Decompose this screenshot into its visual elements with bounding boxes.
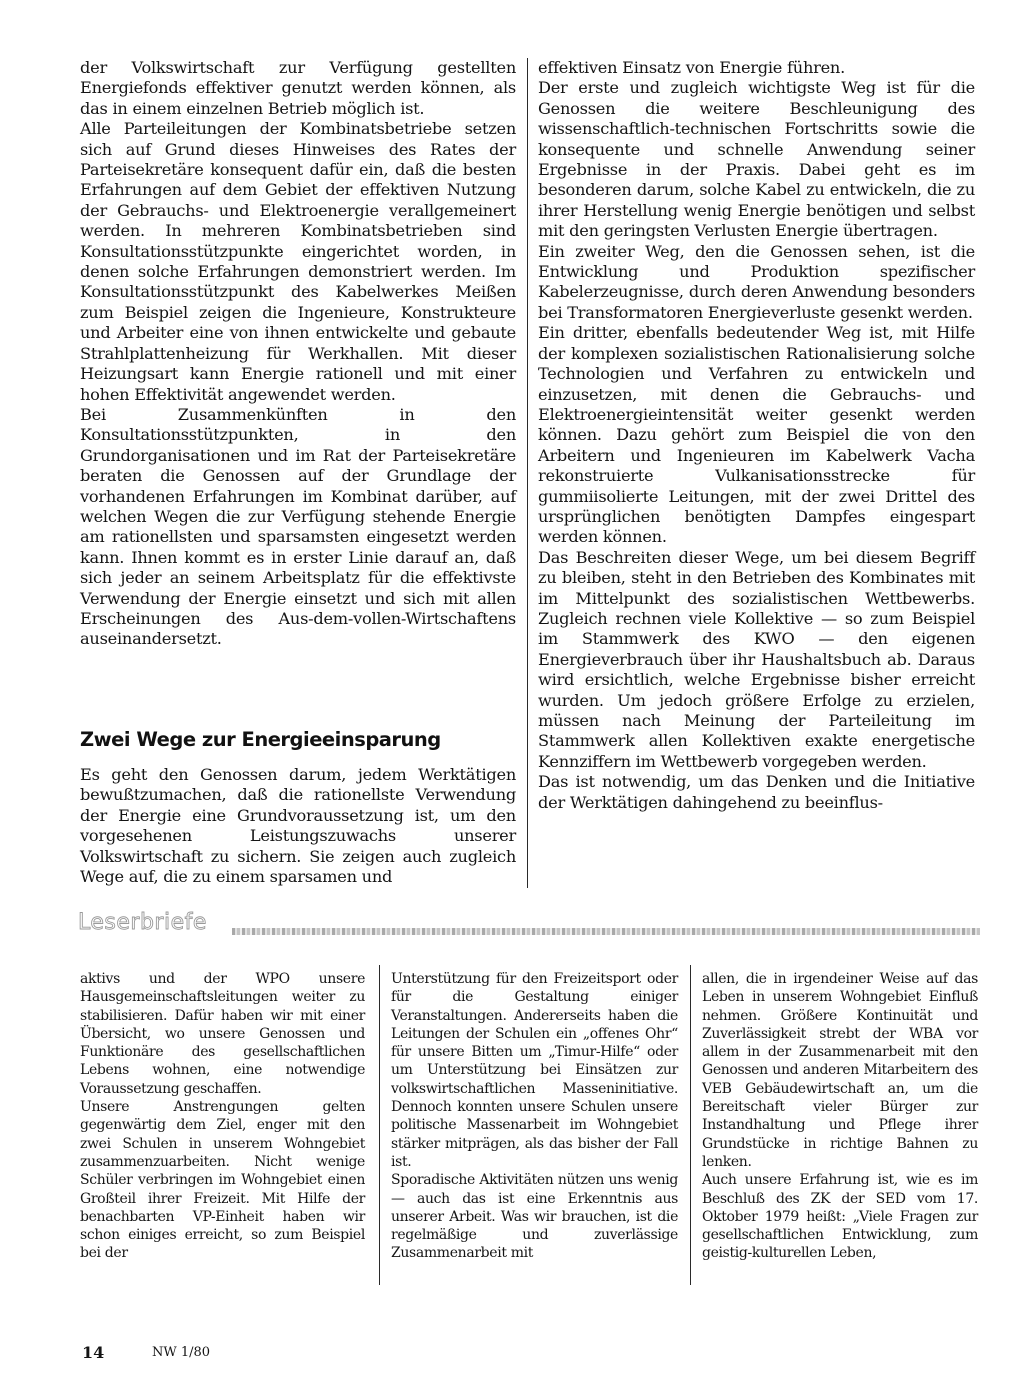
article-column-left bbox=[80, 58, 516, 650]
paragraph: Ein dritter, ebenfalls bedeutender Weg ist, mit Hilfe der komplexen sozialistischen Rationalisierung solche Technologien und Verfahren zu entwickeln und einzusetzen, mit denen die Gebrauchs- und Elektroenergieintensität weiter gesenkt werden können. Dazu gehört zum Beispiel die von den Arbeitern und Ingenieuren im Kabelwerk Vacha rekonstruierte Vulkanisationsstrecke für gummiisolierte Leitungen, mit der zwei Drittel des ursprünglichen benötigten Dampfes eingespart werden können. bbox=[538, 323, 975, 547]
paragraph: Ein zweiter Weg, den die Genossen sehen, ist die Entwicklung und Produktion spezifischer Kabelerzeugnisse, durch deren Anwendung besonders bei Transformatoren Energieverluste gesenkt werden. bbox=[538, 241, 975, 322]
column-divider bbox=[379, 965, 380, 1285]
paragraph: Alle Parteileitungen der Kombinatsbetriebe setzen sich auf Grund dieses Hinweises des Rates der Parteisekretäre konsequent dafür ein, daß die besten Erfahrungen auf dem Gebiet der effektiven Nutzung der Gebrauchs- und Elektroenergie verallgemeinert werden. In mehreren Kombinatsbetrieben sind Konsultationsstützpunkte eingerichtet worden, in denen solche Erfahrungen demonstriert werden. Im Konsultationsstützpunkt des Kabelwerkes Meißen zum Beispiel zeigen die Ingenieure, Konstrukteure und Arbeiter eine von ihnen entwickelte und gebaute Strahlplattenheizung für Werkhallen. Mit dieser Heizungsart kann Energie rationell und mit einer hohen Effektivität angewendet werden. bbox=[80, 119, 516, 404]
paragraph: Der erste und zugleich wichtigste Weg ist für die Genossen die weitere Beschleunigung des wissenschaftlich-technischen Fortschritts sowie die konsequente und schnelle Anwendung seiner Ergebnisse in der Praxis. Dabei geht es im besonderen darum, solche Kabel zu entwickeln, die zu ihrer Herstellung wenig Energie benötigen und selbst mit den geringsten Verlusten Energie übertragen. bbox=[538, 78, 975, 241]
paragraph: effektiven Einsatz von Energie führen. bbox=[538, 58, 846, 77]
paragraph: Unterstützung für den Freizeitsport oder für die Gestaltung einiger Veranstaltungen. Andererseits haben die Leitungen der Schulen ein „offenes Ohr“ für unsere Bitten um „Timur-Hilfe“ oder um Unterstützung bei Einsätzen zur volkswirtschaftlichen Masseninitiative. Dennoch konnten unsere Schulen unsere politische Massenarbeit im Wohngebiet stärker mitprägen, als das bisher der Fall ist. bbox=[391, 971, 678, 1170]
paragraph: Es geht den Genossen darum, jedem Werktätigen bewußtzumachen, daß die rationellste Verwendung der Energie eine Grundvoraussetzung ist, um den vorgesehenen Leistungszuwachs unserer Volkswirtschaft zu sichern. Sie zeigen auch zugleich Wege auf, die zu einem sparsamen und bbox=[80, 765, 516, 887]
paragraph: Unsere Anstrengungen gelten gegenwärtig dem Ziel, enger mit den zwei Schulen in unserem Wohngebiet zusammenzuarbeiten. Nicht wenige Schüler verbringen im Wohngebiet einen Großteil ihrer Freizeit. Mit Hilfe der benachbarten VP-Einheit haben wir schon einiges erreicht, so zum Beispiel bei der bbox=[80, 1099, 365, 1262]
paragraph: allen, die in irgendeiner Weise auf das Leben in unserem Wohngebiet Einfluß nehmen. Größere Kontinuität und Zuverlässigkeit strebt der WBA vor allem in der Zusammenarbeit mit den Genossen und anderen Mitarbeitern des VEB Gebäudewirtschaft an, um die Bereitschaft vieler Bürger zur Instandhaltung und Pflege ihrer Grundstücke in richtige Bahnen zu lenken. bbox=[702, 971, 978, 1170]
paragraph: Das ist notwendig, um das Denken und die Initiative der Werktätigen dahingehend zu beeinflus- bbox=[538, 772, 975, 812]
column-divider bbox=[690, 965, 691, 1285]
letters-column-3 bbox=[702, 970, 978, 1263]
section-heading: Zwei Wege zur Energieeinsparung bbox=[80, 728, 441, 751]
section-label-leserbriefe: Leserbriefe bbox=[78, 910, 207, 935]
article-column-left-continued bbox=[80, 765, 516, 887]
paragraph: Sporadische Aktivitäten nützen uns wenig — auch das ist eine Erkenntnis aus unserer Arbeit. Was wir brauchen, ist die regelmäßige und zuverlässige Zusammenarbeit mit bbox=[391, 1172, 678, 1262]
paragraph: Das Beschreiten dieser Wege, um bei diesem Begriff zu bleiben, steht in den Betrieben des Kombinates mit im Mittelpunkt des sozialistischen Wettbewerbs. Zugleich rechnen viele Kollektive — so zum Beispiel im Stammwerk des KWO — den eigenen Energieverbrauch über ihr Haushaltsbuch ab. Daraus wird ersichtlich, welche Ergebnisse bisher erreicht wurden. Um jedoch größere Erfolge zu erzielen, müssen nach Meinung der Parteileitung im Stammwerk allen Kollektiven exakte energetische Kennziffern im Wettbewerb vorgegeben werden. bbox=[538, 547, 975, 771]
page-number: 14 bbox=[82, 1343, 105, 1362]
paragraph: Bei Zusammenkünften in den Konsultationsstützpunkten, in den Grundorganisationen und im Rat der Parteisekretäre beraten die Genossen auf der Grundlage der vorhandenen Erfahrungen im Kombinat darüber, auf welchen Wegen die zur Verfügung stehende Energie am rationellsten und sparsamsten eingesetzt werden kann. Ihnen kommt es in erster Linie darauf an, daß sich jeder an seinem Arbeitsplatz für die effektivste Verwendung der Energie einsetzt und sich mit allen Erscheinungen des Aus-dem-vollen-Wirtschaftens auseinandersetzt. bbox=[80, 404, 516, 649]
column-divider bbox=[527, 58, 528, 888]
paragraph: der Volkswirtschaft zur Verfügung gestellten Energiefonds effektiver genutzt werden können, als das in einem einzelnen Betrieb möglich ist. bbox=[80, 58, 516, 118]
article-column-right bbox=[538, 58, 975, 813]
paragraph: Auch unsere Erfahrung ist, wie es im Beschluß des ZK der SED vom 17. Oktober 1979 heißt: „Viele Fragen zur gesellschaftlichen Entwicklung, zum geistig-kulturellen Leben, bbox=[702, 1172, 978, 1262]
letters-column-1 bbox=[80, 970, 365, 1263]
paragraph: aktivs und der WPO unsere Hausgemeinschaftsleitungen weiter zu stabilisieren. Dafür haben wir mit einer Übersicht, wo unsere Genossen und Funktionäre des gesellschaftlichen Lebens wohnen, eine notwendige Voraussetzung geschaffen. bbox=[80, 971, 365, 1097]
section-band-pattern bbox=[232, 928, 980, 935]
issue-label: NW 1/80 bbox=[152, 1345, 211, 1360]
letters-column-2 bbox=[391, 970, 678, 1263]
